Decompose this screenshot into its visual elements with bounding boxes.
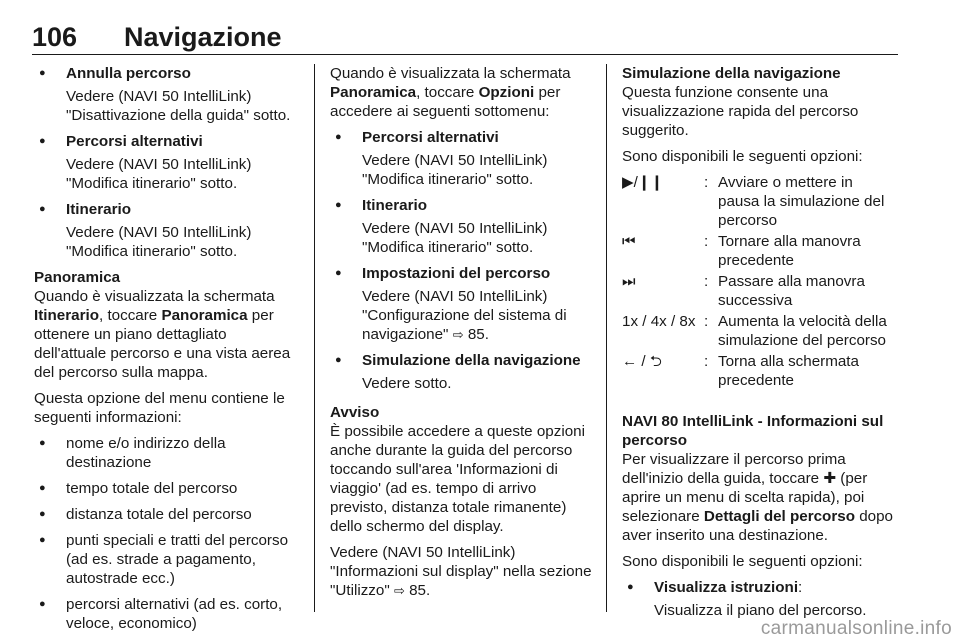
bullet-detail: Vedere sotto.: [362, 375, 452, 392]
list-item: ● percorsi alternativi (ad es. corto, veloce, economico): [34, 595, 302, 633]
text: Vedere (NAVI 50 IntelliLink) "Informazioni sul display" nella sezione "Utilizzo": [330, 544, 592, 599]
option-row-play-pause: [622, 173, 894, 230]
bullet-itinerario: [34, 200, 302, 261]
page-ref-arrow-icon: ⇨: [452, 327, 464, 342]
bullet-detail: Vedere (NAVI 50 IntelliLink) "Modifica itinerario" sotto.: [66, 156, 252, 192]
page-ref: 85.: [463, 326, 489, 343]
bullet-detail: Vedere (NAVI 50 IntelliLink) "Modifica itinerario" sotto.: [66, 224, 252, 260]
option-description: Torna alla schermata precedente: [718, 353, 859, 389]
text: , toccare: [99, 307, 162, 324]
bold-term: Itinerario: [34, 307, 99, 324]
play-pause-icon: ▶/❙❙: [622, 174, 664, 191]
column-2: [330, 64, 592, 607]
option-description: Tornare alla manovra precedente: [718, 233, 861, 269]
bullet-annulla-percorso: [34, 64, 302, 125]
colon: :: [704, 353, 709, 370]
paragraph-panoramica: [34, 287, 302, 382]
watermark: carmanualsonline.info: [760, 618, 952, 639]
text: per accedere ai seguenti sottomenu:: [330, 84, 561, 120]
list-item: ● tempo totale del percorso: [34, 479, 302, 498]
colon: :: [704, 233, 709, 250]
text: :: [798, 579, 803, 596]
bullet-title: Itinerario: [66, 201, 131, 218]
bold-term: Panoramica: [161, 307, 248, 324]
bullet-title: Itinerario: [362, 197, 427, 214]
text: Quando è visualizzata la schermata: [34, 288, 275, 305]
page-ref-arrow-icon: ⇨: [393, 583, 405, 598]
text: per ottenere un piano dettagliato dell'attuale percorso e una vista aerea del percorso sulla mappa.: [34, 307, 291, 381]
notice-title: Avviso: [330, 404, 380, 421]
option-row-speed: [622, 312, 894, 350]
bullet-title: Impostazioni del percorso: [362, 265, 551, 282]
header-rule: [32, 54, 898, 55]
back-arrow-icon: ← / ⮌: [622, 353, 663, 370]
options-intro: Sono disponibili le seguenti opzioni:: [622, 148, 863, 165]
page-number: 106: [32, 22, 78, 52]
page-title: Navigazione: [124, 22, 282, 52]
text: (per aprire un menu di scelta rapida), poi selezionare: [622, 470, 868, 525]
page-ref: 85.: [404, 582, 431, 599]
column-divider: [606, 64, 607, 612]
skip-back-icon: ⏮: [622, 233, 636, 250]
section-title-panoramica: Panoramica: [34, 269, 121, 286]
colon: :: [704, 313, 709, 330]
page-header: [32, 22, 898, 52]
text: , toccare: [416, 84, 479, 101]
text: dopo aver inserito una destinazione.: [622, 508, 893, 544]
plus-icon: ✚: [823, 470, 837, 487]
bullet-detail: Visualizza il piano del percorso.: [654, 602, 867, 619]
bullet-itinerario: [330, 196, 592, 257]
bold-term: Panoramica: [330, 84, 417, 101]
section-title-navi80: NAVI 80 IntelliLink - Informazioni sul percorso: [622, 413, 884, 449]
option-description: Aumenta la velocità della simulazione del percorso: [718, 313, 887, 349]
column-3: [622, 64, 894, 627]
bullet-title: Annulla percorso: [66, 65, 191, 82]
options-intro: Sono disponibili le seguenti opzioni:: [622, 553, 863, 570]
bullet-percorsi-alternativi: [330, 128, 592, 189]
speed-label: 1x / 4x / 8x: [622, 313, 696, 330]
list-item: ● distanza totale del percorso: [34, 505, 302, 524]
paragraph-navi80: [622, 450, 894, 545]
bullet-detail: Vedere (NAVI 50 IntelliLink) "Modifica itinerario" sotto.: [362, 220, 548, 256]
column-1: [34, 64, 302, 640]
text: Quando è visualizzata la schermata: [330, 65, 571, 82]
bullet-detail: Vedere (NAVI 50 IntelliLink) "Modifica itinerario" sotto.: [362, 152, 548, 188]
column-divider: [314, 64, 315, 612]
bullet-title: Percorsi alternativi: [362, 129, 499, 146]
bullet-detail: [362, 287, 592, 344]
text: Per visualizzare il percorso prima dell'inizio della guida, toccare: [622, 451, 846, 487]
bullet-percorsi-alternativi: [34, 132, 302, 193]
skip-forward-icon: ⏭: [622, 273, 636, 290]
bullet-title: Percorsi alternativi: [66, 133, 203, 150]
bullet-title: Simulazione della navigazione: [362, 352, 581, 369]
colon: :: [704, 273, 709, 290]
section-title-simulazione: Simulazione della navigazione: [622, 65, 841, 82]
bullet-impostazioni-percorso: [330, 264, 592, 344]
option-row-next: [622, 272, 894, 310]
bullet-title: Visualizza istruzioni: [654, 579, 799, 596]
bullet-detail: Vedere (NAVI 50 IntelliLink) "Disattivazione della guida" sotto.: [66, 88, 291, 124]
colon: :: [704, 174, 709, 191]
bold-term: Opzioni: [478, 84, 535, 101]
paragraph-simulazione: Questa funzione consente una visualizzazione rapida del percorso suggerito.: [622, 84, 859, 139]
notice-text: È possibile accedere a queste opzioni anche durante la guida del percorso toccando sull'area 'Informazioni di viaggio' (ad es. tempo di arrivo previsto, distanza totale rimanente) dello schermo del display.: [330, 423, 585, 535]
text: Vedere (NAVI 50 IntelliLink) "Configurazione del sistema di navigazione": [362, 288, 567, 343]
option-row-previous: [622, 232, 894, 270]
list-item: ● punti speciali e tratti del percorso (ad es. strade a pagamento, autostrade ecc.): [34, 531, 302, 588]
paragraph-intro: [330, 64, 592, 121]
option-description: Avviare o mettere in pausa la simulazione del percorso: [718, 174, 885, 229]
option-row-back: [622, 352, 894, 390]
option-description: Passare alla manovra successiva: [718, 273, 865, 309]
bullet-visualizza-istruzioni: [622, 578, 894, 620]
list-item: ● nome e/o indirizzo della destinazione: [34, 434, 302, 472]
paragraph-info: Questa opzione del menu contiene le seguenti informazioni:: [34, 390, 285, 426]
see-also-text: [330, 543, 592, 600]
bullet-simulazione-navigazione: [330, 351, 592, 393]
bold-term: Dettagli del percorso: [703, 508, 855, 525]
